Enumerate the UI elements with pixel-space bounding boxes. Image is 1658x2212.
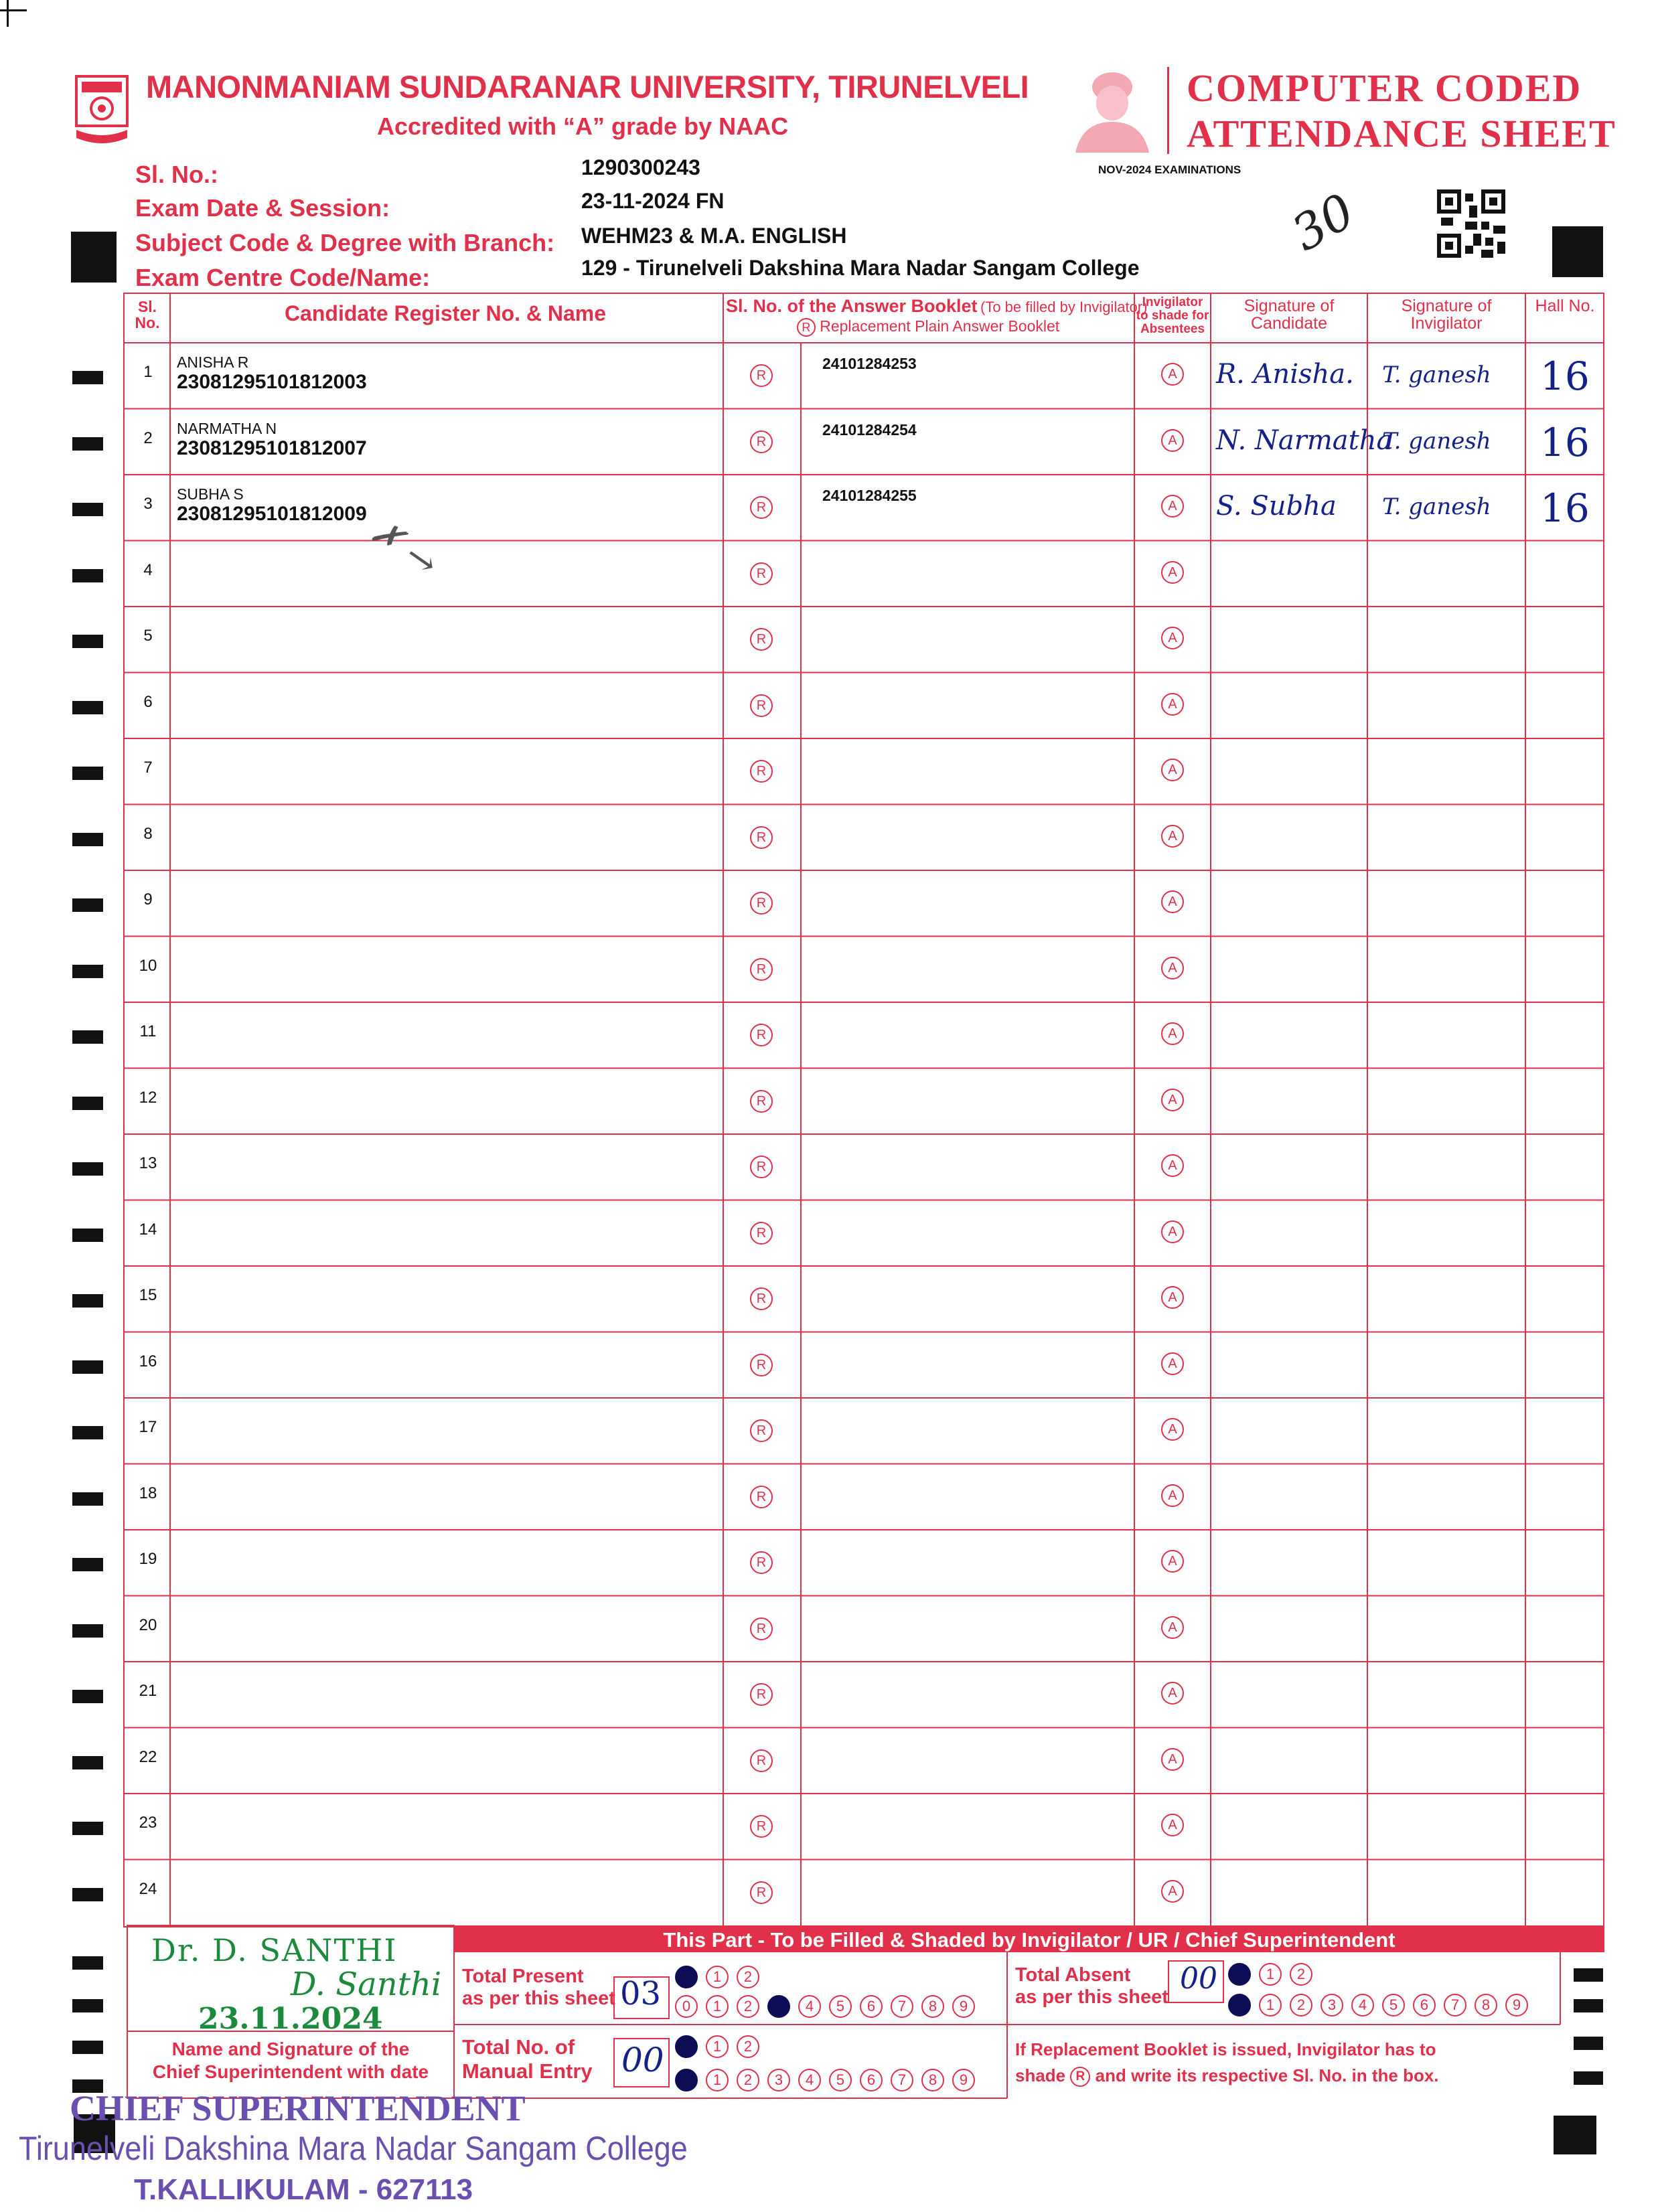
candidate-signature: N. Narmatha — [1216, 424, 1393, 456]
replacement-note-1: If Replacement Booklet is issued, Invigilator has to — [1015, 2039, 1436, 2059]
manual-entry-ones-bubble[interactable]: 5 — [829, 2069, 852, 2091]
absent-bubble[interactable]: A — [1161, 1352, 1184, 1375]
exam-date-value: 23-11-2024 FN — [581, 189, 725, 213]
absent-bubble[interactable]: A — [1161, 1418, 1184, 1441]
row-slno: 22 — [139, 1747, 157, 1766]
row-slno: 11 — [139, 1022, 157, 1040]
absent-bubble[interactable]: A — [1161, 1550, 1184, 1573]
replacement-note-line2 — [1015, 2063, 1439, 2089]
candidate-name: NARMATHA N — [177, 419, 277, 437]
replacement-note — [1015, 2037, 1439, 2089]
subject-label: Subject Code & Degree with Branch: — [135, 229, 555, 256]
total-present-ones-bubble[interactable]: 8 — [921, 1995, 944, 2018]
total-absent-label — [1015, 1964, 1169, 2009]
header-hall: Hall No. — [1535, 297, 1595, 315]
total-present-ones-bubble[interactable]: 9 — [952, 1995, 975, 2018]
manual-entry-tens-bubble[interactable]: 2 — [737, 2035, 759, 2058]
replacement-bubble[interactable]: R — [750, 1749, 773, 1772]
replacement-bubble[interactable]: R — [750, 1486, 773, 1508]
total-present-ones-bubble[interactable]: 4 — [798, 1995, 821, 2018]
replacement-bubble[interactable]: R — [750, 1881, 773, 1904]
total-absent-tens-bubble[interactable]: 1 — [1259, 1963, 1282, 1986]
absent-bubble[interactable]: A — [1161, 957, 1184, 979]
total-present-tens-bubble[interactable]: 1 — [706, 1966, 729, 1988]
replacement-bubble[interactable]: R — [750, 958, 773, 981]
absent-bubble[interactable]: A — [1161, 825, 1184, 848]
total-absent-ones-bubble[interactable]: 4 — [1351, 1994, 1374, 2017]
centre-value: 129 - Tirunelveli Dakshina Mara Nadar Sangam College — [581, 256, 1140, 280]
accreditation: Accredited with “A” grade by NAAC — [377, 112, 789, 140]
row-slno: 12 — [139, 1088, 157, 1107]
absent-bubble[interactable]: A — [1161, 561, 1184, 584]
absent-bubble[interactable]: A — [1161, 627, 1184, 649]
row-slno: 20 — [139, 1615, 157, 1634]
stamp-line1: CHIEF SUPERINTENDENT — [70, 2088, 526, 2128]
replacement-bubble[interactable]: R — [750, 760, 773, 783]
header-slno: Sl. No. — [135, 298, 160, 332]
manual-entry-ones-bubble[interactable]: 4 — [798, 2069, 821, 2091]
manual-entry-tens-bubble[interactable]: 0 — [675, 2035, 698, 2058]
candidate-signature: S. Subha — [1216, 491, 1337, 522]
row-slno: 14 — [139, 1220, 157, 1239]
total-present-ones-bubble[interactable]: 0 — [675, 1995, 698, 2018]
manual-entry-ones-bubble[interactable]: 6 — [860, 2069, 883, 2091]
replacement-bubble[interactable]: R — [750, 1354, 773, 1376]
total-absent-ones-bubble[interactable]: 6 — [1413, 1994, 1436, 2017]
total-absent-label-2: as per this sheet — [1015, 1986, 1169, 2008]
row-slno: 23 — [139, 1814, 157, 1832]
row-slno: 16 — [139, 1352, 157, 1370]
replace-circle-icon: R — [797, 318, 816, 337]
total-present-tens-bubble[interactable]: 0 — [675, 1966, 698, 1988]
total-absent-ones-bubble[interactable]: 5 — [1382, 1994, 1405, 2017]
absent-bubble[interactable]: A — [1161, 1682, 1184, 1705]
replacement-bubble[interactable]: R — [750, 1551, 773, 1574]
replacement-bubble[interactable]: R — [750, 1419, 773, 1442]
chief-label-1: Name and Signature of the — [171, 2039, 410, 2059]
header-sig-candidate: Signature of Candidate — [1244, 297, 1335, 333]
row-slno: 24 — [139, 1879, 157, 1898]
exam-label: NOV-2024 EXAMINATIONS — [1098, 163, 1241, 176]
absent-bubble[interactable]: A — [1161, 1022, 1184, 1045]
university-name: MANONMANIAM SUNDARANAR UNIVERSITY, TIRUNELVELI — [146, 69, 1029, 104]
replacement-bubble[interactable]: R — [750, 1090, 773, 1113]
row-annotation: ✗ → — [362, 509, 447, 586]
chief-label-2: Chief Superintendent with date — [152, 2061, 429, 2082]
total-present-ones-bubble[interactable]: 1 — [706, 1995, 729, 2018]
invigilator-signature: T. ganesh — [1382, 427, 1491, 455]
replacement-bubble[interactable]: R — [750, 364, 773, 387]
sheet-title-line1: COMPUTER CODED — [1187, 66, 1582, 110]
manual-entry-label-1: Total No. of — [462, 2035, 575, 2059]
replacement-note-2b: and write its respective Sl. No. in the box. — [1095, 2065, 1439, 2085]
booklet-number: 24101284255 — [822, 487, 917, 504]
row-slno: 2 — [143, 428, 153, 447]
manual-entry-tens-bubble[interactable]: 1 — [706, 2035, 729, 2058]
header-sig-invigilator: Signature of Invigilator — [1401, 297, 1492, 333]
replacement-bubble[interactable]: R — [750, 1156, 773, 1178]
header-booklet-title: Sl. No. of the Answer Booklet — [726, 296, 978, 316]
absent-bubble[interactable]: A — [1161, 890, 1184, 913]
candidate-register-no: 23081295101812003 — [177, 371, 367, 393]
replacement-bubble[interactable]: R — [750, 562, 773, 585]
replacement-bubble[interactable]: R — [750, 1222, 773, 1245]
absent-bubble[interactable]: A — [1161, 1220, 1184, 1243]
replacement-bubble[interactable]: R — [750, 496, 773, 519]
row-slno: 10 — [139, 956, 157, 975]
chief-name: Dr. D. SANTHI — [151, 1932, 398, 1968]
total-present-value: 03 — [620, 1975, 662, 2012]
invigilator-signature: T. ganesh — [1382, 493, 1491, 520]
replacement-bubble[interactable]: R — [750, 1815, 773, 1838]
absent-bubble[interactable]: A — [1161, 1484, 1184, 1507]
row-slno: 15 — [139, 1286, 157, 1304]
hall-number: 16 — [1540, 485, 1590, 531]
row-slno: 9 — [143, 890, 153, 908]
row-slno: 1 — [143, 363, 153, 381]
manual-entry-ones-bubble[interactable]: 3 — [767, 2069, 790, 2091]
invigilator-signature: T. ganesh — [1382, 362, 1491, 388]
absent-bubble[interactable]: A — [1161, 1748, 1184, 1771]
handwritten-count: 30 — [1282, 182, 1364, 262]
hall-number: 16 — [1540, 353, 1590, 399]
manual-entry-ones-bubble[interactable]: 0 — [675, 2069, 698, 2091]
manual-entry-ones-bubble[interactable]: 9 — [952, 2069, 975, 2091]
candidate-name: SUBHA S — [177, 485, 244, 503]
absent-bubble[interactable]: A — [1161, 495, 1184, 518]
manual-entry-ones-bubble[interactable]: 7 — [891, 2069, 913, 2091]
replacement-bubble[interactable]: R — [750, 694, 773, 717]
absent-bubble[interactable]: A — [1161, 363, 1184, 386]
row-slno: 6 — [143, 692, 153, 711]
manual-entry-label-2: Manual Entry — [462, 2059, 593, 2083]
header-invig-absent: Invigilator to shade for Absentees — [1136, 295, 1209, 336]
absent-bubble[interactable]: A — [1161, 1154, 1184, 1177]
row-slno: 21 — [139, 1682, 157, 1700]
total-present-label-1: Total Present — [462, 1966, 584, 1987]
total-present-ones-bubble[interactable]: 5 — [829, 1995, 852, 2018]
manual-entry-label — [462, 2035, 593, 2083]
footer-banner-text: This Part - To be Filled & Shaded by Invigilator / UR / Chief Superintendent — [663, 1928, 1396, 1952]
total-absent-tens-bubble[interactable]: 2 — [1290, 1963, 1312, 1986]
replacement-bubble[interactable]: R — [750, 430, 773, 453]
replacement-bubble[interactable]: R — [750, 1617, 773, 1640]
candidate-signature: R. Anisha. — [1216, 359, 1354, 390]
replacement-bubble[interactable]: R — [750, 826, 773, 849]
row-slno: 18 — [139, 1484, 157, 1502]
manual-entry-value: 00 — [621, 2041, 664, 2079]
candidate-register-no: 23081295101812007 — [177, 437, 367, 459]
header-booklet-sub-text: Replacement Plain Answer Booklet — [820, 317, 1060, 335]
total-present-label — [462, 1966, 615, 2010]
absent-bubble[interactable]: A — [1161, 1880, 1184, 1903]
row-slno: 17 — [139, 1418, 157, 1436]
total-present-ones-bubble[interactable]: 2 — [737, 1995, 759, 2018]
hall-number: 16 — [1540, 419, 1590, 465]
manual-entry-ones-bubble[interactable]: 2 — [737, 2069, 759, 2091]
absent-bubble[interactable]: A — [1161, 693, 1184, 716]
header-candidate: Candidate Register No. & Name — [284, 301, 607, 325]
replacement-bubble[interactable]: R — [750, 1024, 773, 1046]
absent-bubble[interactable]: A — [1161, 759, 1184, 781]
total-absent-ones-bubble[interactable]: 1 — [1259, 1994, 1282, 2017]
booklet-number: 24101284253 — [822, 355, 917, 372]
chief-label — [129, 2038, 453, 2083]
header-booklet-note: (To be filled by Invigilator) — [980, 299, 1148, 315]
total-absent-value: 00 — [1180, 1962, 1217, 1996]
manual-entry-ones-bubble[interactable]: 8 — [921, 2069, 944, 2091]
sl-no-value: 1290300243 — [581, 155, 700, 179]
total-present-ones-bubble[interactable]: 6 — [860, 1995, 883, 2018]
row-slno: 19 — [139, 1550, 157, 1568]
absent-bubble[interactable]: A — [1161, 1814, 1184, 1836]
total-absent-ones-bubble[interactable]: 2 — [1290, 1994, 1312, 2017]
subject-value: WEHM23 & M.A. ENGLISH — [581, 224, 847, 248]
total-absent-ones-bubble[interactable]: 3 — [1321, 1994, 1343, 2017]
replacement-bubble[interactable]: R — [750, 628, 773, 651]
absent-bubble[interactable]: A — [1161, 1286, 1184, 1309]
row-slno: 7 — [143, 759, 153, 777]
total-absent-ones-bubble[interactable]: 9 — [1505, 1994, 1528, 2017]
row-slno: 3 — [143, 495, 153, 513]
row-slno: 4 — [143, 560, 153, 579]
row-slno: 13 — [139, 1154, 157, 1172]
sl-no-label: Sl. No.: — [135, 161, 218, 188]
absent-bubble[interactable]: A — [1161, 429, 1184, 452]
total-absent-ones-bubble[interactable]: 0 — [1228, 1994, 1251, 2017]
row-slno: 5 — [143, 627, 153, 645]
booklet-number: 24101284254 — [822, 420, 917, 439]
replace-circle-icon: R — [1070, 2067, 1090, 2087]
total-absent-tens-bubble[interactable]: 0 — [1228, 1963, 1251, 1986]
chief-date: 23.11.2024 — [198, 2002, 383, 2036]
candidate-register-no: 23081295101812009 — [177, 503, 367, 525]
absent-bubble[interactable]: A — [1161, 1616, 1184, 1639]
candidate-name: ANISHA R — [177, 353, 249, 371]
exam-date-label: Exam Date & Session: — [135, 194, 390, 222]
total-present-ones-bubble[interactable]: 7 — [891, 1995, 913, 2018]
row-slno: 8 — [143, 824, 153, 843]
replacement-bubble[interactable]: R — [750, 892, 773, 915]
centre-label: Exam Centre Code/Name: — [135, 264, 431, 291]
stamp-line2: Tirunelveli Dakshina Mara Nadar Sangam College — [19, 2130, 688, 2167]
total-present-ones-bubble[interactable]: 3 — [767, 1995, 790, 2018]
absent-bubble[interactable]: A — [1161, 1089, 1184, 1111]
total-present-label-2: as per this sheet — [462, 1988, 615, 2010]
sheet-title-line2: ATTENDANCE SHEET — [1187, 112, 1616, 155]
total-absent-ones-bubble[interactable]: 7 — [1444, 1994, 1466, 2017]
replacement-bubble[interactable]: R — [750, 1683, 773, 1706]
stamp-line3: T.KALLIKULAM - 627113 — [134, 2173, 473, 2206]
replacement-bubble[interactable]: R — [750, 1287, 773, 1310]
replacement-note-2a: shade — [1015, 2065, 1066, 2085]
total-absent-label-1: Total Absent — [1015, 1964, 1131, 1986]
manual-entry-ones-bubble[interactable]: 1 — [706, 2069, 729, 2091]
chief-signature: D. Santhi — [291, 1966, 442, 2003]
total-present-tens-bubble[interactable]: 2 — [737, 1966, 759, 1988]
total-absent-ones-bubble[interactable]: 8 — [1475, 1994, 1497, 2017]
